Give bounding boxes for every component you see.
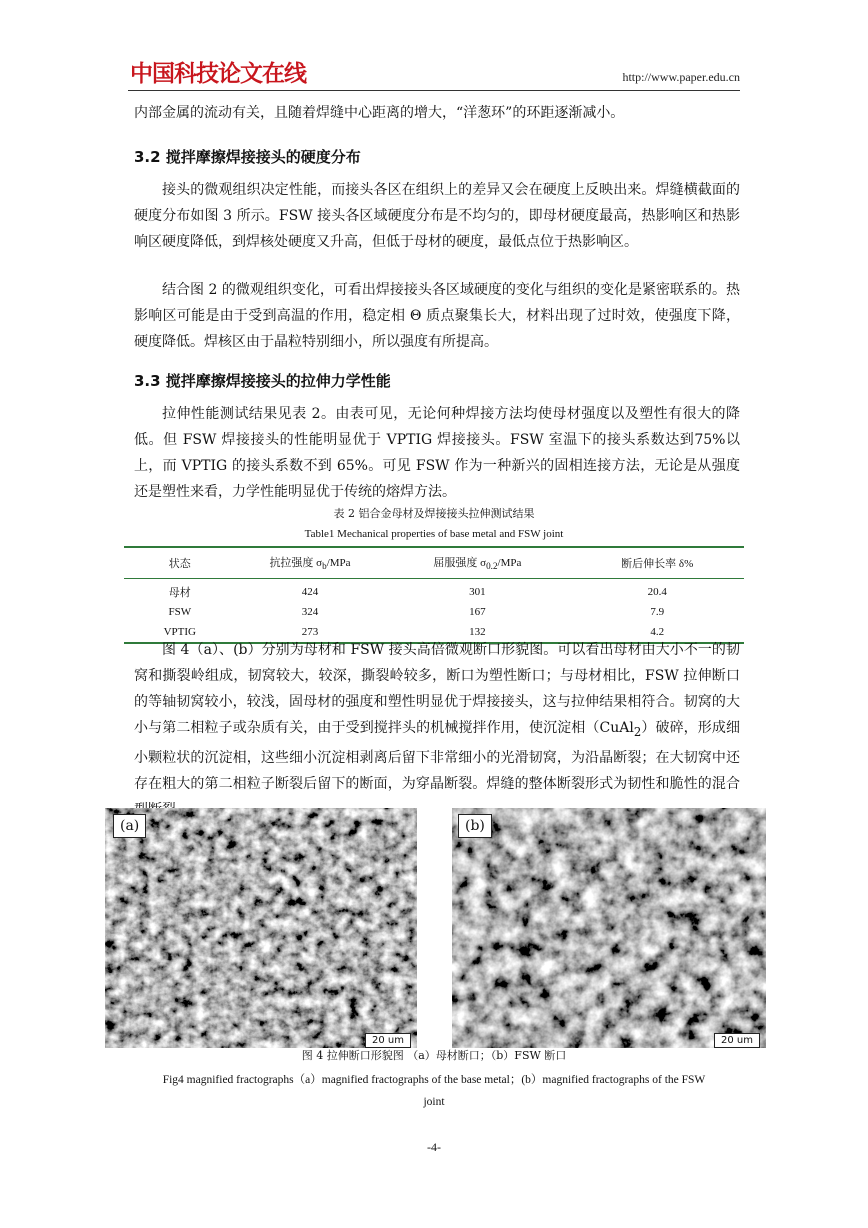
figure-4-paragraph-text-cont: ）破碎，形成细小颗粒状的沉淀相，这些细小沉淀相剥离后留下非常细小的光滑韧窝，为沿晶断裂；在大韧窝中还存在粗大的第二相粒子断裂后留下的断面，为穿晶断裂。焊缝的整体断裂形式为韧性和脆性的混合 xyxy=(134,720,740,792)
panel-label-b: (b) xyxy=(458,814,492,838)
cell-elongation: 20.4 xyxy=(647,586,667,598)
figure-caption-cn: 图 4 拉伸断口形貌图 （a）母材断口；（b）FSW 断口 xyxy=(301,1049,567,1062)
cell-tensile: 324 xyxy=(301,606,319,618)
header-yield-sub: 0.2 xyxy=(486,561,498,572)
header-elongation: 断后伸长率 δ% xyxy=(570,547,744,579)
section-3-2-paragraph-1: 接头的微观组织决定性能，而接头各区在组织上的差异又会在硬度上反映出来。焊缝横截面的硬度分布如图 3 所示。FSW 接头各区域硬度分布是不均匀的，即母材硬度最高，热影响区和热影响区硬度降低，到焊核处硬度又升高，但低于母材的硬度，最低点位于热影响区。 xyxy=(134,182,740,250)
cell-state: VPTIG xyxy=(124,622,236,643)
panel-label-a: (a) xyxy=(113,814,146,838)
figure-4-paragraph-text: 图 4（a）、(b）分别为母材和 FSW 接头高倍微观断口形貌图。可以看出母材由大小不一的韧窝和撕裂岭组成，韧窝较大，较深，撕裂岭较多，断口为塑性断口；与母材相比，FSW 拉伸断口的等轴韧窝较小，较浅，固母材的强度和塑性明显优于焊接接头，这与拉伸结果相符合。韧窝的大小与第二相粒子或杂质有关，由于受到搅拌头的机械搅拌作用，使沉淀相（CuAl xyxy=(134,642,740,736)
header-yield-text: 屈服强度 σ xyxy=(433,557,487,570)
figure-4-paragraph xyxy=(134,637,740,823)
header-tensile-strength xyxy=(236,547,385,579)
page-number: -4- xyxy=(427,1140,441,1154)
fractograph-base-metal xyxy=(105,808,417,1048)
section-3-3-paragraph-1: 拉伸性能测试结果见表 2。由表可见，无论何种焊接方法均使母材强度以及塑性有很大的降低。但 FSW 焊接接头的性能明显优于 VPTIG 焊接接头。FSW 室温下的接头系数达到75%以上，而 VPTIG 的接头系数不到 65%。可见 FSW 作为一种新兴的固相连接方法，无论是从强度还是塑性来看，力学性能明显优于传统的熔焊方法。 xyxy=(134,406,740,500)
header-state: 状态 xyxy=(124,547,236,579)
fractograph-b-noise xyxy=(452,808,766,1048)
cell-state: 母材 xyxy=(168,587,191,599)
mechanical-properties-table xyxy=(124,546,744,644)
cell-yield: 132 xyxy=(384,622,570,643)
header-tensile-text: 抗拉强度 σ xyxy=(269,557,323,570)
table-header-row xyxy=(124,547,744,579)
scale-bar-a: 20 um xyxy=(365,1033,411,1048)
table-row xyxy=(124,579,744,603)
cell-tensile: 424 xyxy=(301,586,319,598)
fractograph-a-texture xyxy=(105,808,417,1048)
table-caption-en: Table1 Mechanical properties of base metal and FSW joint xyxy=(304,528,564,540)
cell-yield: 301 xyxy=(469,586,486,598)
cell-elongation: 7.9 xyxy=(650,606,665,618)
header-url[interactable]: http://www.paper.edu.cn xyxy=(622,70,740,84)
table-caption-cn: 表 2 铝合金母材及焊接接头拉伸测试结果 xyxy=(333,507,535,520)
figure-caption-en-line-1: Fig4 magnified fractographs（a）magnified fractographs of the base metal；(b）magnified fractographs of the FSW xyxy=(162,1074,706,1086)
section-3-3-heading: 3.3 搅拌摩擦焊接接头的拉伸力学性能 xyxy=(134,372,391,390)
journal-logo: 中国科技论文在线 xyxy=(130,61,306,87)
header-yield-strength xyxy=(384,547,570,579)
header-tensile-unit: /MPa xyxy=(326,557,351,570)
cell-state: FSW xyxy=(168,606,192,618)
fractograph-fsw xyxy=(452,808,766,1048)
intro-paragraph: 内部金属的流动有关，且随着焊缝中心距离的增大，“洋葱环”的环距逐渐减小。 xyxy=(134,105,625,121)
cell-elongation: 4.2 xyxy=(570,622,744,643)
figure-caption-en-line-2: joint xyxy=(423,1096,445,1108)
cual2-subscript: 2 xyxy=(633,724,642,739)
section-3-2-paragraph-2: 结合图 2 的微观组织变化，可看出焊接接头各区域硬度的变化与组织的变化是紧密联系的。热影响区可能是由于受到高温的作用，稳定相 Θ 质点聚集长大，材料出现了过时效，使强度下降，硬度降低。焊核区由于晶粒特别细小，所以强度有所提高。 xyxy=(134,282,740,350)
scale-bar-b: 20 um xyxy=(714,1033,760,1048)
cell-tensile: 273 xyxy=(236,622,385,643)
header-yield-unit: /MPa xyxy=(497,557,522,570)
fractograph-b-texture xyxy=(452,808,766,1048)
cell-yield: 167 xyxy=(469,606,486,618)
fractograph-a-noise xyxy=(105,808,417,1048)
header-tensile-sub: b xyxy=(322,561,327,572)
table-row xyxy=(124,602,744,622)
header-rule xyxy=(128,90,740,91)
section-3-2-heading: 3.2 搅拌摩擦焊接接头的硬度分布 xyxy=(134,148,361,166)
